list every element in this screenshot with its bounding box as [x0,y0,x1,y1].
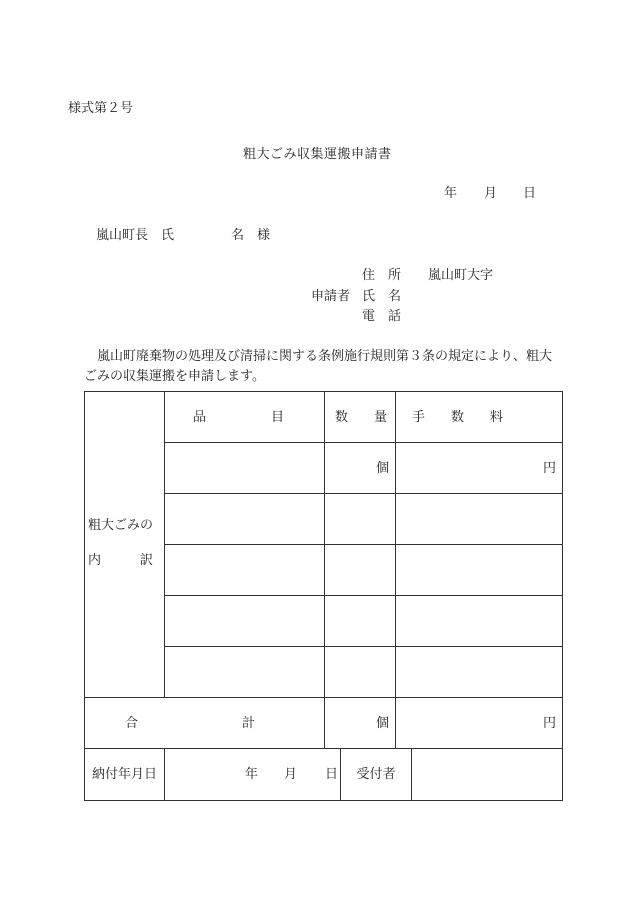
payment-row [85,749,563,801]
addressee-suffix: 名 様 [231,228,271,243]
item-cell[interactable] [165,545,325,596]
header-quantity: 数 量 [325,392,396,443]
yen-unit: 円 [543,460,557,476]
applicant-phone-label: 電 話 [362,309,402,324]
table-header-row [85,392,563,443]
payment-date-year: 年 [245,767,259,782]
total-row [85,698,563,749]
application-table [84,391,563,801]
header-item: 品 目 [165,392,325,443]
total-quantity-cell[interactable] [325,698,396,749]
body-text-line2: ごみの収集運搬を申請します。 [84,369,265,384]
pieces-unit: 個 [376,460,390,476]
date-year: 年 [444,186,458,201]
form-number: 様式第２号 [68,101,134,116]
item-cell[interactable] [165,596,325,647]
applicant-section-label: 申請者 [311,289,351,304]
quantity-cell[interactable] [325,596,396,647]
fee-cell[interactable] [396,443,563,494]
applicant-address-label: 住 所 [362,268,402,283]
receiver-value[interactable] [412,749,563,801]
item-cell[interactable] [165,494,325,545]
yen-unit: 円 [543,715,557,731]
payment-date-day: 日 [325,767,339,782]
side-label-cell [85,392,165,698]
side-label-line2: 内 訳 [88,553,154,568]
applicant-address-value: 嵐山町大字 [428,268,494,283]
quantity-cell[interactable] [325,443,396,494]
total-label: 合 計 [85,698,325,749]
date-day: 日 [523,186,537,201]
quantity-cell[interactable] [325,494,396,545]
side-label-line1: 粗大ごみの [88,518,154,533]
body-text-line1: 嵐山町廃棄物の処理及び清掃に関する条例施行規則第３条の規定により、粗大 [84,349,553,364]
date-month: 月 [484,186,498,201]
item-cell[interactable] [165,647,325,698]
document-title: 粗大ごみ収集運搬申請書 [243,147,392,162]
addressee-prefix: 嵐山町長 氏 [96,228,175,243]
fee-cell[interactable] [396,596,563,647]
item-cell[interactable] [165,443,325,494]
total-fee-cell[interactable] [396,698,563,749]
quantity-cell[interactable] [325,647,396,698]
fee-cell[interactable] [396,647,563,698]
header-fee: 手 数 料 [396,392,563,443]
payment-date-value[interactable] [165,749,341,801]
payment-date-label: 納付年月日 [85,749,165,801]
pieces-unit: 個 [376,715,390,731]
applicant-name-label: 氏 名 [362,289,402,304]
fee-cell[interactable] [396,545,563,596]
quantity-cell[interactable] [325,545,396,596]
receiver-label: 受付者 [341,749,412,801]
fee-cell[interactable] [396,494,563,545]
payment-date-month: 月 [284,767,298,782]
